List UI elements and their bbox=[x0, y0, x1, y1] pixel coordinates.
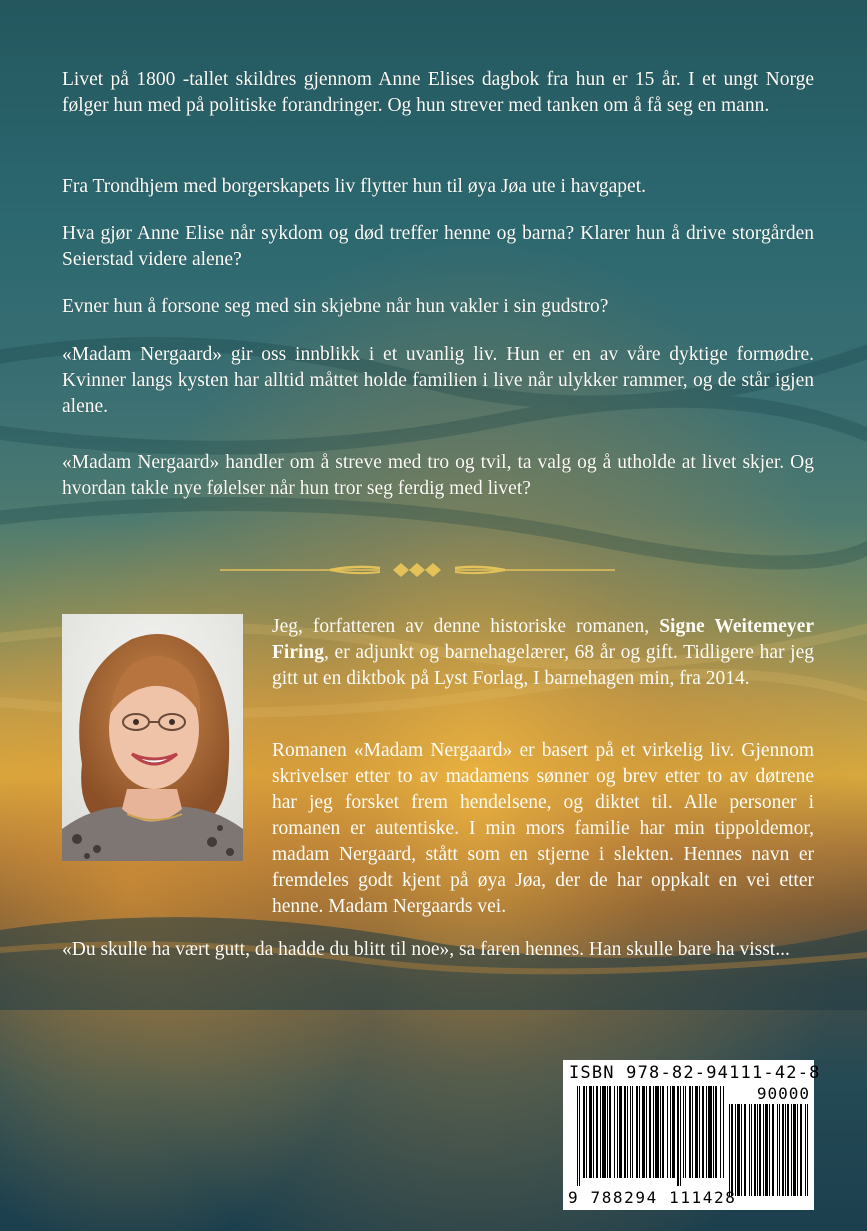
blurb-paragraph-2: Fra Trondhjem med borgerskapets liv flytter hun til øya Jøa ute i havgapet. bbox=[62, 176, 647, 197]
barcode-bar bbox=[577, 1086, 578, 1186]
barcode-bar bbox=[630, 1086, 631, 1178]
barcode-bar bbox=[713, 1086, 714, 1178]
barcode-bar bbox=[642, 1086, 645, 1178]
barcode-bar bbox=[805, 1104, 806, 1196]
barcode-bar bbox=[749, 1104, 750, 1196]
barcode-bar bbox=[706, 1086, 707, 1178]
barcode-bar bbox=[624, 1086, 626, 1178]
blurb-paragraph-5: «Madam Nergaard» gir oss innblikk i et uvanlig liv. Hun er en av våre dyktige formødre. Kvinner langs kysten har alltid måttet holde familien i live når ulykker rammer, og de står igjen alene. bbox=[62, 344, 814, 417]
ornamental-divider bbox=[220, 558, 615, 582]
barcode-bar bbox=[655, 1086, 659, 1178]
barcode-bar bbox=[602, 1086, 606, 1178]
barcode-bar bbox=[600, 1086, 601, 1178]
barcode-bar bbox=[607, 1086, 608, 1178]
author-bio-lead: Jeg, forfatteren av denne historiske romanen, bbox=[272, 616, 660, 637]
barcode-bar bbox=[800, 1104, 802, 1196]
barcode-bar bbox=[777, 1104, 778, 1196]
blurb-paragraph-3: Hva gjør Anne Elise når sykdom og død treffer henne og barna? Klarer hun å drive storgården Seierstad videre alene? bbox=[62, 223, 814, 270]
barcode-bar bbox=[649, 1086, 651, 1178]
blurb-paragraph-6: «Madam Nergaard» handler om å streve med tro og tvil, ta valg og å utholde at livet skjer. Og hvordan takle nye følelser når hun tror seg ferdig med livet? bbox=[62, 452, 814, 499]
blurb-paragraph-4: Evner hun å forsone seg med sin skjebne når hun vakler i sin gudstro? bbox=[62, 296, 609, 317]
barcode-bar bbox=[689, 1086, 691, 1178]
barcode-bar bbox=[757, 1104, 758, 1196]
barcode-bar bbox=[593, 1086, 594, 1178]
barcode-bar bbox=[646, 1086, 647, 1178]
barcode-bar bbox=[619, 1086, 622, 1178]
barcode-bar bbox=[692, 1086, 693, 1178]
barcode-bar bbox=[715, 1086, 717, 1178]
author-bio-paragraph-1 bbox=[272, 614, 814, 692]
barcode-bar bbox=[779, 1104, 780, 1196]
ean-digits: 9 788294 111428 bbox=[568, 1188, 737, 1207]
barcode-bar bbox=[699, 1086, 700, 1178]
isbn-number: ISBN 978-82-94111-42-8 bbox=[569, 1063, 821, 1083]
barcode-bar bbox=[769, 1104, 770, 1196]
barcode-bar bbox=[617, 1086, 618, 1178]
barcode-bar bbox=[737, 1104, 740, 1196]
barcode-bar bbox=[672, 1086, 675, 1178]
barcode-bar bbox=[708, 1086, 712, 1178]
barcode-bar bbox=[791, 1104, 792, 1196]
barcode-bar bbox=[667, 1086, 668, 1178]
barcode-bar bbox=[636, 1086, 638, 1178]
barcode-bar bbox=[702, 1086, 704, 1178]
author-bio-rest: , er adjunkt og barnehagelærer, 68 år og gift. Tidligere har jeg gitt ut en diktbok på Lyst Forlag, I barnehagen min, fra 2014. bbox=[272, 642, 814, 689]
barcode-bar bbox=[720, 1086, 721, 1178]
barcode-bar bbox=[653, 1086, 654, 1178]
barcode-bar bbox=[589, 1086, 592, 1178]
barcode-bar bbox=[609, 1086, 611, 1178]
barcode-bar bbox=[660, 1086, 661, 1178]
barcode-bar bbox=[744, 1104, 746, 1196]
barcode-bar bbox=[680, 1086, 681, 1186]
barcode-bar bbox=[785, 1104, 786, 1196]
author-bio-paragraph-2: Romanen «Madam Nergaard» er basert på et virkelig liv. Gjennom skrivelser etter to av madamens sønner og brev etter to av døtrene har jeg forsket frem hendelsene, og diktet til. Alle personer i romanen er autentiske. I min mors familie har min tippoldemor, madam Nergaard, stått som en stjerne i slekten. Hennes navn er fremdeles godt kjent på øya Jøa, der de har oppkalt en vei etter henne. Madam Nergaards vei. bbox=[272, 740, 814, 917]
barcode-bar bbox=[670, 1086, 671, 1178]
barcode-bar bbox=[723, 1086, 724, 1178]
ean-barcode-bars bbox=[577, 1086, 725, 1186]
barcode-bar bbox=[807, 1104, 808, 1196]
barcode-bar bbox=[754, 1104, 756, 1196]
barcode-bar bbox=[787, 1104, 789, 1196]
blurb-paragraph-1: Livet på 1800 -tallet skildres gjennom Anne Elises dagbok fra hun er 15 år. I et ungt Norge følger hun med på politiske forandringer. Og hun strever med tanken om å få seg en mann. bbox=[62, 69, 814, 116]
barcode-bar bbox=[772, 1104, 774, 1196]
barcode-bar bbox=[763, 1104, 764, 1196]
barcode-bar bbox=[596, 1086, 598, 1178]
barcode-bar bbox=[579, 1086, 580, 1186]
barcode-bar bbox=[782, 1104, 784, 1196]
barcode-bar bbox=[632, 1086, 633, 1178]
barcode-bar bbox=[614, 1086, 615, 1178]
price-code: 90000 bbox=[756, 1084, 810, 1103]
barcode-bar bbox=[759, 1104, 761, 1196]
barcode-bar bbox=[751, 1104, 752, 1196]
author-portrait-photo bbox=[62, 614, 243, 861]
barcode-bar bbox=[735, 1104, 736, 1196]
barcode-bar bbox=[677, 1086, 679, 1186]
author-name: Signe Weitemeyer Firing bbox=[272, 616, 814, 663]
barcode-bar bbox=[765, 1104, 768, 1196]
barcode-bar bbox=[695, 1086, 698, 1178]
barcode-bar bbox=[662, 1086, 664, 1178]
barcode-bar bbox=[741, 1104, 742, 1196]
barcode-bar bbox=[685, 1086, 686, 1178]
barcode-bar bbox=[639, 1086, 640, 1178]
isbn-barcode bbox=[563, 1060, 821, 1210]
barcode-bar bbox=[627, 1086, 628, 1178]
barcode-bar bbox=[729, 1104, 730, 1196]
barcode-bar bbox=[793, 1104, 796, 1196]
barcode-bar bbox=[583, 1086, 585, 1178]
barcode-bar bbox=[683, 1086, 684, 1178]
closing-quote: «Du skulle ha vært gutt, da hadde du blitt til noe», sa faren hennes. Han skulle bare ha visst... bbox=[62, 939, 790, 960]
barcode-bar bbox=[797, 1104, 798, 1196]
addon-barcode-bars bbox=[729, 1104, 809, 1204]
barcode-bar bbox=[731, 1104, 733, 1196]
barcode-bar bbox=[586, 1086, 587, 1178]
